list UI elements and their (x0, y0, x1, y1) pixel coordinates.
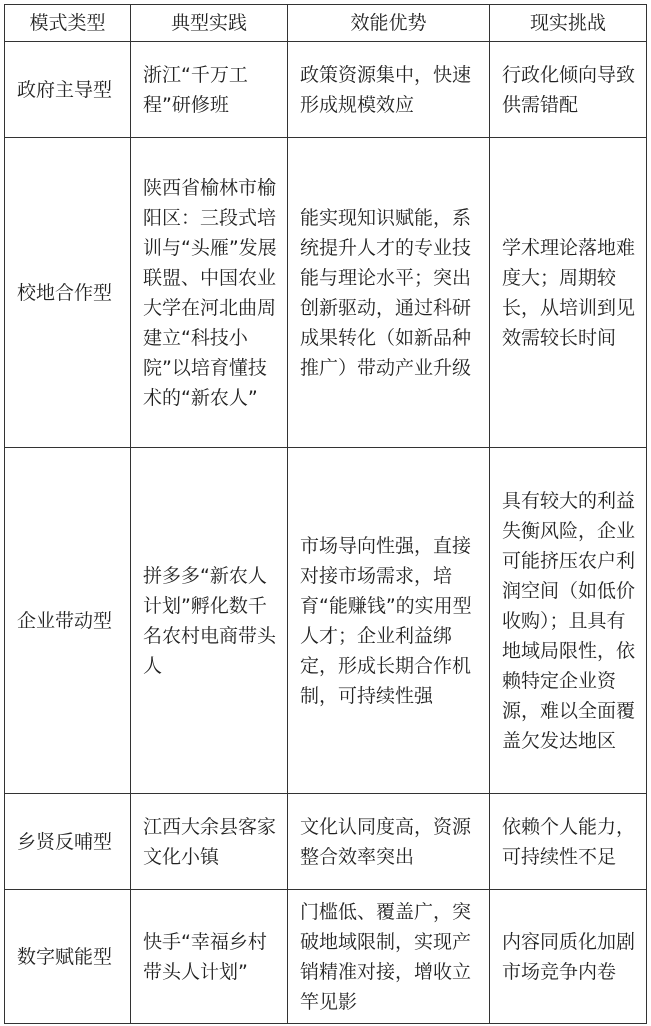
header-real-challenge: 现实挑战 (490, 5, 647, 42)
table-row (5, 794, 647, 890)
cell-real-challenge: 依赖个人能力，可持续性不足 (490, 794, 647, 890)
cell-effectiveness-advantage: 能实现知识赋能，系统提升人才的专业技能与理论水平；突出创新驱动，通过科研成果转化（如新品种推广）带动产业升级 (288, 138, 490, 448)
cell-typical-practice: 陕西省榆林市榆阳区：三段式培训与“头雁”发展联盟、中国农业大学在河北曲周建立“科技小院”以培育懂技术的“新农人” (131, 138, 288, 448)
cell-typical-practice: 快手“幸福乡村带头人计划” (131, 890, 288, 1024)
table-row (5, 448, 647, 794)
mode-comparison-table (4, 4, 647, 1024)
cell-effectiveness-advantage: 政策资源集中，快速形成规模效应 (288, 42, 490, 138)
cell-typical-practice: 江西大余县客家文化小镇 (131, 794, 288, 890)
table-header (5, 5, 647, 42)
table-body (5, 42, 647, 1024)
cell-effectiveness-advantage: 市场导向性强，直接对接市场需求，培育“能赚钱”的实用型人才；企业利益绑定，形成长期合作机制，可持续性强 (288, 448, 490, 794)
cell-real-challenge: 行政化倾向导致供需错配 (490, 42, 647, 138)
header-effectiveness-advantage: 效能优势 (288, 5, 490, 42)
cell-effectiveness-advantage: 门槛低、覆盖广，突破地域限制，实现产销精准对接，增收立竿见影 (288, 890, 490, 1024)
cell-typical-practice: 拼多多“新农人计划”孵化数千名农村电商带头人 (131, 448, 288, 794)
header-mode-type: 模式类型 (5, 5, 131, 42)
cell-mode-type: 政府主导型 (5, 42, 131, 138)
cell-mode-type: 企业带动型 (5, 448, 131, 794)
header-row (5, 5, 647, 42)
cell-typical-practice: 浙江“千万工程”研修班 (131, 42, 288, 138)
table-row (5, 890, 647, 1024)
cell-real-challenge: 内容同质化加剧市场竞争内卷 (490, 890, 647, 1024)
table-row (5, 138, 647, 448)
cell-effectiveness-advantage: 文化认同度高，资源整合效率突出 (288, 794, 490, 890)
cell-real-challenge: 具有较大的利益失衡风险，企业可能挤压农户利润空间（如低价收购）；且具有地域局限性，依赖特定企业资源，难以全面覆盖欠发达地区 (490, 448, 647, 794)
cell-mode-type: 校地合作型 (5, 138, 131, 448)
cell-mode-type: 乡贤反哺型 (5, 794, 131, 890)
table-row (5, 42, 647, 138)
cell-mode-type: 数字赋能型 (5, 890, 131, 1024)
header-typical-practice: 典型实践 (131, 5, 288, 42)
cell-real-challenge: 学术理论落地难度大；周期较长，从培训到见效需较长时间 (490, 138, 647, 448)
